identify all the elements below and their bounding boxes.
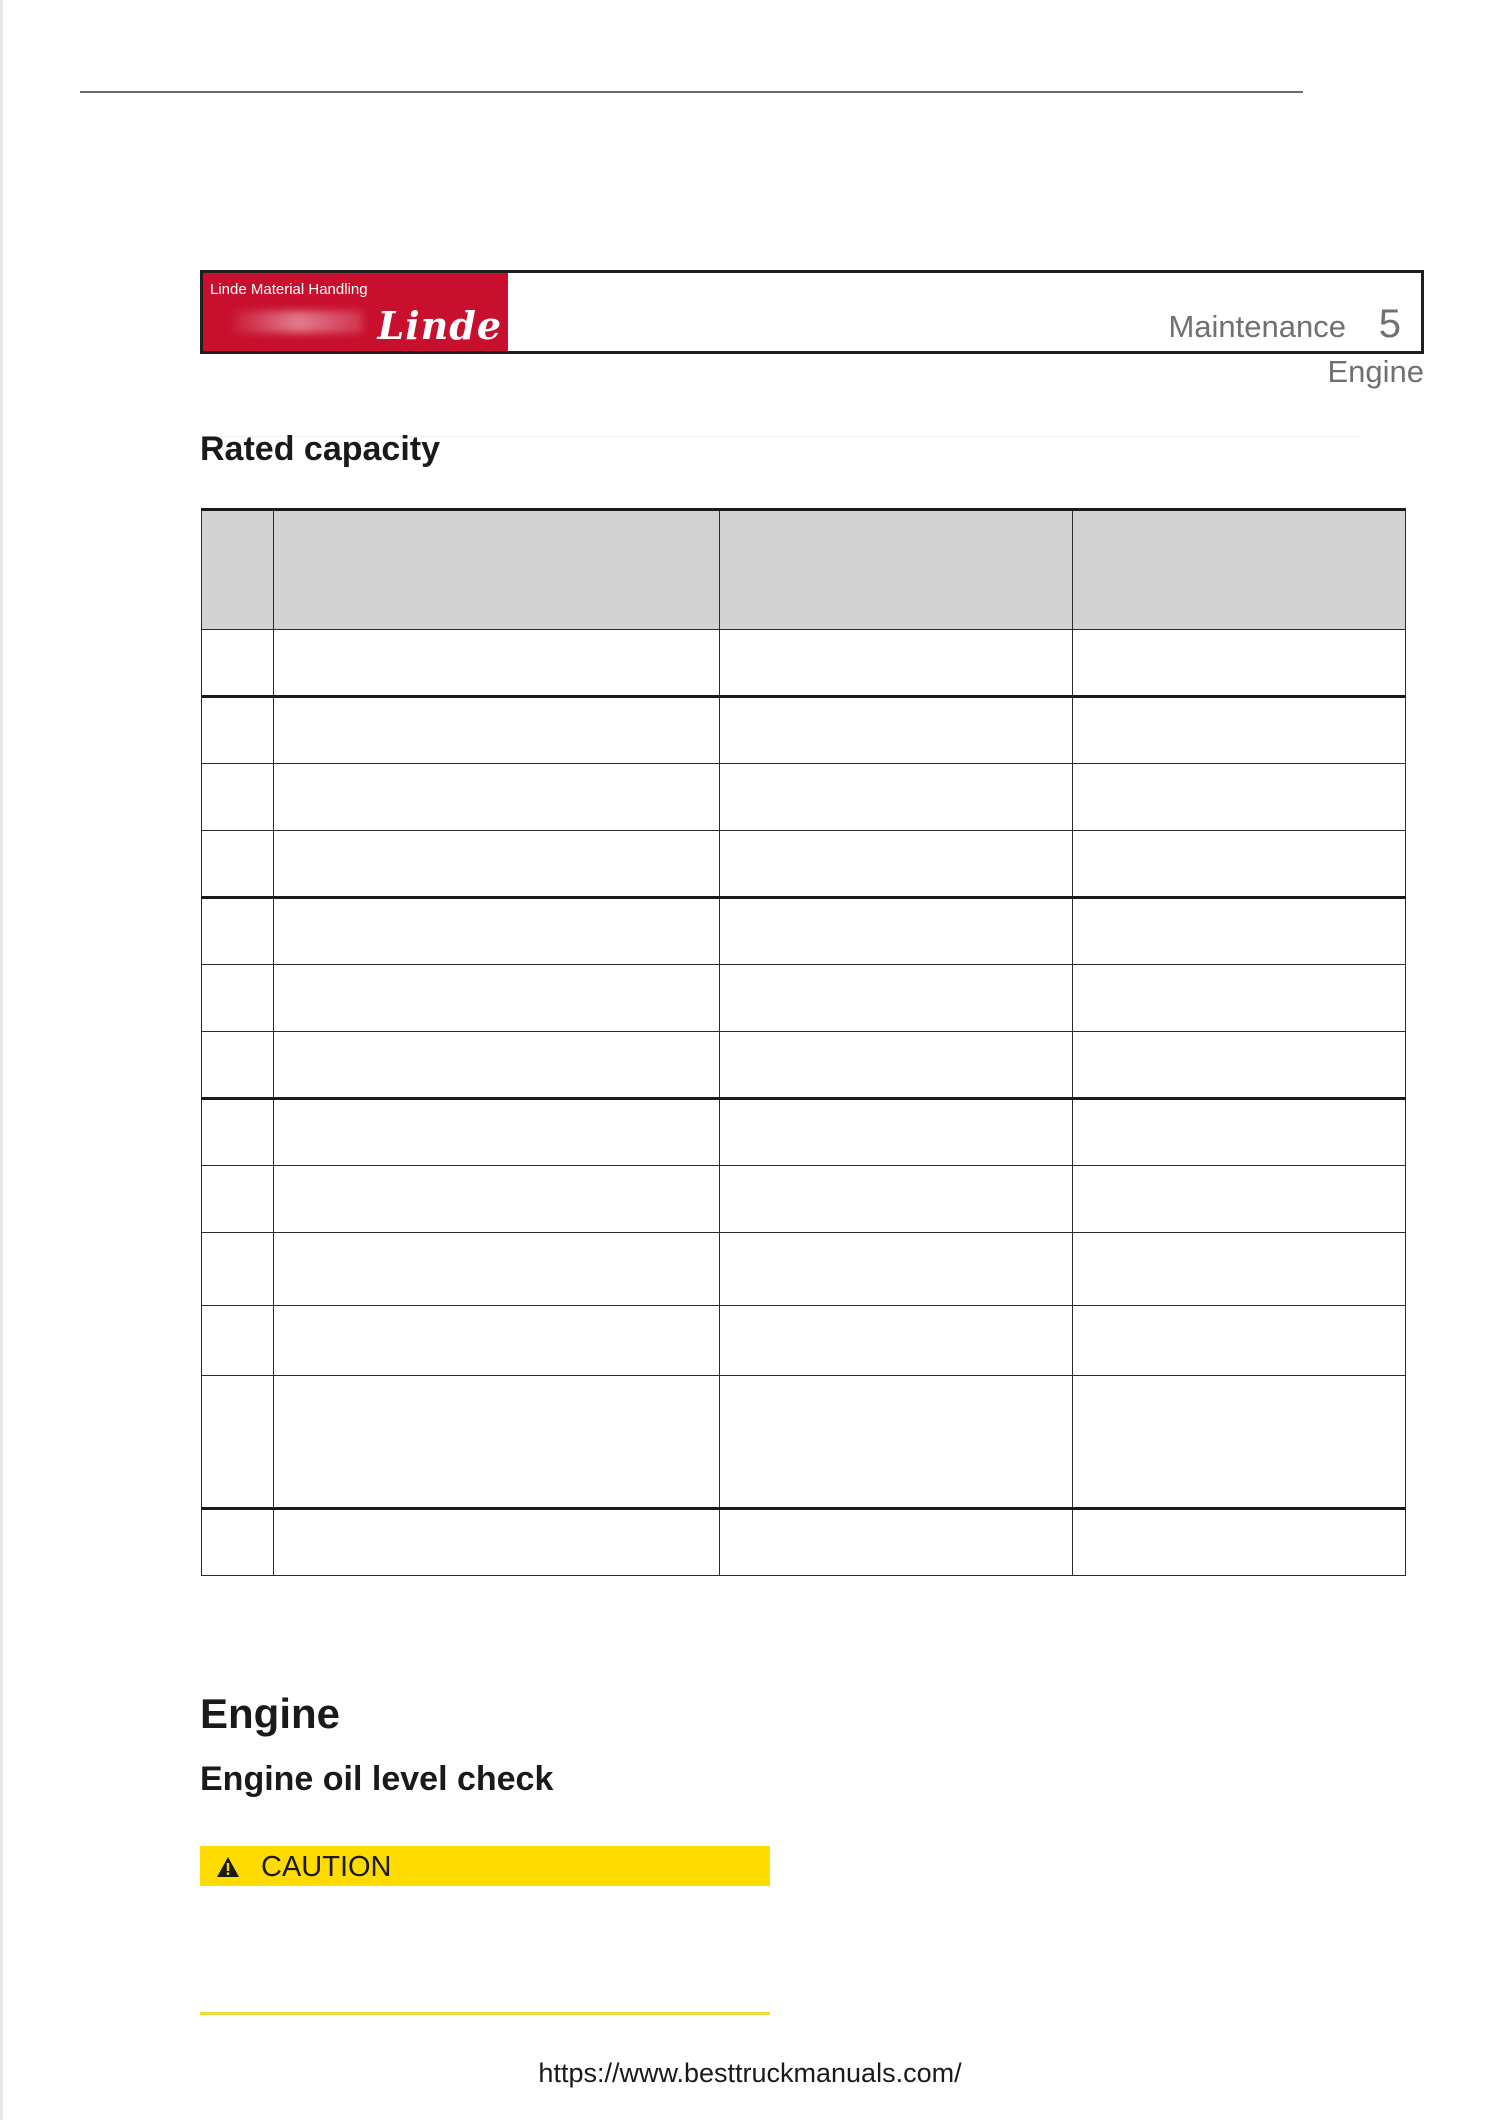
table-cell xyxy=(274,1306,720,1376)
table-row xyxy=(202,764,1406,831)
table-row xyxy=(202,1233,1406,1306)
table-cell xyxy=(202,1509,274,1576)
table-cell xyxy=(202,1032,274,1099)
table-cell xyxy=(720,1376,1073,1509)
table-cell xyxy=(720,1509,1073,1576)
table-cell xyxy=(274,1376,720,1509)
table-cell xyxy=(274,1166,720,1233)
table-header-row xyxy=(202,510,1406,630)
engine-oil-level-check-heading: Engine oil level check xyxy=(200,1760,554,1798)
caution-label: CAUTION xyxy=(261,1851,392,1883)
page-edge xyxy=(0,0,3,2120)
table-cell xyxy=(1073,965,1406,1032)
table-cell xyxy=(1073,898,1406,965)
table-cell xyxy=(202,697,274,764)
table-cell xyxy=(1073,1376,1406,1509)
table-row xyxy=(202,898,1406,965)
table-cell xyxy=(720,1166,1073,1233)
table-cell xyxy=(274,965,720,1032)
table-cell xyxy=(202,831,274,898)
table-cell xyxy=(1073,1306,1406,1376)
linde-logo-block xyxy=(203,273,508,351)
table-cell xyxy=(720,1306,1073,1376)
table-cell xyxy=(720,764,1073,831)
section-title: Maintenance xyxy=(1168,309,1346,344)
table-cell xyxy=(1073,1032,1406,1099)
table-cell xyxy=(202,1166,274,1233)
table-cell xyxy=(720,630,1073,697)
table-cell xyxy=(202,630,274,697)
table-row xyxy=(202,1099,1406,1166)
chapter-number: 5 xyxy=(1378,302,1401,346)
table-cell xyxy=(1073,764,1406,831)
table-cell xyxy=(1073,1233,1406,1306)
table-cell xyxy=(274,697,720,764)
top-divider xyxy=(80,91,1303,93)
table-cell xyxy=(202,1306,274,1376)
table-row xyxy=(202,831,1406,898)
table-cell xyxy=(720,697,1073,764)
table-row xyxy=(202,1376,1406,1509)
rated-capacity-table xyxy=(201,508,1406,1576)
table-cell xyxy=(720,1099,1073,1166)
table-cell xyxy=(202,898,274,965)
table-row xyxy=(202,1306,1406,1376)
table-cell xyxy=(202,1376,274,1509)
engine-heading: Engine xyxy=(200,1690,341,1737)
table-cell xyxy=(720,898,1073,965)
linde-logo: Linde xyxy=(377,303,502,348)
page-header xyxy=(200,270,1424,354)
table-row xyxy=(202,1166,1406,1233)
table-cell xyxy=(720,831,1073,898)
table-header-cell xyxy=(1073,510,1406,630)
footer-url: https://www.besttruckmanuals.com/ xyxy=(538,2058,962,2088)
table-cell xyxy=(1073,1509,1406,1576)
table-cell xyxy=(1073,1166,1406,1233)
table-cell xyxy=(1073,630,1406,697)
table-row xyxy=(202,1032,1406,1099)
table-cell xyxy=(202,1233,274,1306)
table-row xyxy=(202,697,1406,764)
table-header-cell xyxy=(202,510,274,630)
table-cell xyxy=(274,1233,720,1306)
table-cell xyxy=(274,1032,720,1099)
table-cell xyxy=(274,1509,720,1576)
rated-capacity-heading: Rated capacity xyxy=(200,430,440,468)
redacted-logo-detail xyxy=(233,311,363,333)
table-cell xyxy=(274,630,720,697)
table-row xyxy=(202,630,1406,697)
table-row xyxy=(202,965,1406,1032)
table-cell xyxy=(202,1099,274,1166)
table-cell xyxy=(1073,831,1406,898)
warning-triangle-icon xyxy=(216,1856,240,1878)
caution-banner xyxy=(200,1846,770,1886)
table-cell xyxy=(202,764,274,831)
table-header-cell xyxy=(274,510,720,630)
table-cell xyxy=(1073,1099,1406,1166)
table-cell xyxy=(720,1032,1073,1099)
brand-tagline: Linde Material Handling xyxy=(210,281,368,298)
table-cell xyxy=(720,1233,1073,1306)
subsection-title: Engine xyxy=(1327,354,1424,389)
table-cell xyxy=(1073,697,1406,764)
table-header-cell xyxy=(720,510,1073,630)
caution-end-rule xyxy=(200,2012,770,2015)
table-cell xyxy=(274,764,720,831)
table-cell xyxy=(202,965,274,1032)
table-cell xyxy=(274,898,720,965)
table-cell xyxy=(720,965,1073,1032)
table-cell xyxy=(274,831,720,898)
table-row xyxy=(202,1509,1406,1576)
table-cell xyxy=(274,1099,720,1166)
